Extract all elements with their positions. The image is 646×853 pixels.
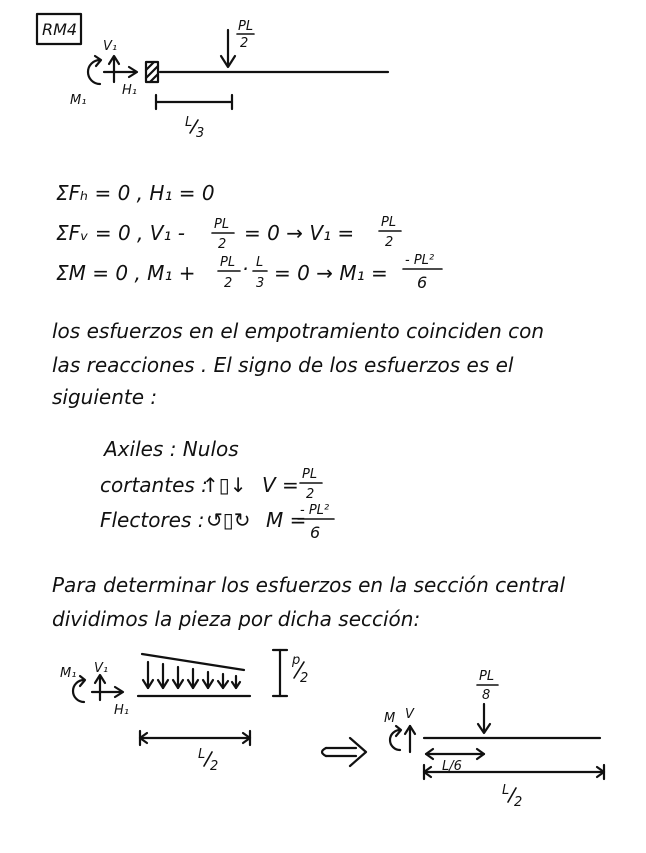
efforts-list [100,437,334,542]
distributed-load-top [142,654,244,670]
m-label: M [384,711,396,726]
v-den: 2 [306,487,315,502]
equation-moment-a: ΣM = 0 , M₁ + [56,261,196,285]
tag-label: RM4 [42,20,78,39]
v1-label: V₁ [103,39,118,54]
equation-vertical-b: = 0 → V₁ = [244,221,355,245]
m-den: 6 [310,523,321,542]
diagram-equivalent-load [384,669,604,810]
equivalence-arrow-icon [322,738,366,766]
eq3-den: 2 [224,276,233,291]
dim-small: L/6 [442,759,462,774]
eq2-den: 2 [218,237,227,252]
paragraph-line-2: las reacciones . El signo de los esfuerzos es el [52,353,514,377]
distributed-load-arrows [143,662,240,688]
eq2-num: PL [214,217,230,232]
paragraph-line-1: los esfuerzos en el empotramiento coinciden con [52,319,545,343]
eq3-num3: - PL² [405,253,435,268]
dim-den: 3 [196,126,205,141]
h1-label: H₁ [122,83,137,98]
cortantes-sign-icon: ↑▯↓ [202,473,247,497]
eq2-den2: 2 [385,235,394,250]
m-equals: M = [266,508,307,532]
dim-num: L [185,115,193,130]
load-den: 8 [482,688,491,703]
m-num: - PL² [300,503,330,518]
eq3-den3: 6 [417,273,428,292]
load-den: 2 [240,36,249,51]
load-num: PL [479,669,495,684]
dim-num: L [502,783,510,798]
diagram-left-segment [60,650,308,774]
hatch-line [150,74,158,82]
eq3-num2: L [256,255,264,270]
flectores-sign-icon: ↺▯↻ [206,508,251,532]
dim-den: 2 [514,795,523,810]
equation-moment-b: = 0 → M₁ = [274,261,388,285]
h1-label: H₁ [114,703,129,718]
paragraph2-line-1: Para determinar los esfuerzos en la sección central [52,573,566,597]
flectores-label: Flectores : [100,508,205,532]
equation-horizontal: ΣFₕ = 0 , H₁ = 0 [56,181,215,205]
hatch-line [146,62,154,70]
paragraph-line-3: siguiente : [52,385,158,409]
eq3-num: PL [220,255,236,270]
v-label: V [405,707,414,722]
v-equals: V = [262,473,299,497]
cortantes-label: cortantes : [100,473,208,497]
p-den: 2 [300,671,309,686]
eq3-den2: 3 [256,276,265,291]
axiles-line: Axiles : Nulos [104,437,239,461]
paragraph2-line-2: dividimos la pieza por dicha sección: [52,607,421,631]
dim-num: L [198,747,206,762]
load-num: PL [238,19,254,34]
dim-den: 2 [210,759,219,774]
eq3-dot: · [242,257,249,281]
equilibrium-equations [56,181,442,292]
m1-label: M₁ [60,666,77,681]
m1-label: M₁ [70,93,87,108]
p-num: p [292,653,301,668]
paragraph-reactions [52,319,544,409]
paragraph-section [52,573,565,631]
v1-label: V₁ [94,661,109,676]
diagram-cantilever [37,14,388,141]
eq2-num2: PL [381,215,397,230]
v-num: PL [302,467,318,482]
equation-vertical-a: ΣFᵥ = 0 , V₁ - [56,221,186,245]
